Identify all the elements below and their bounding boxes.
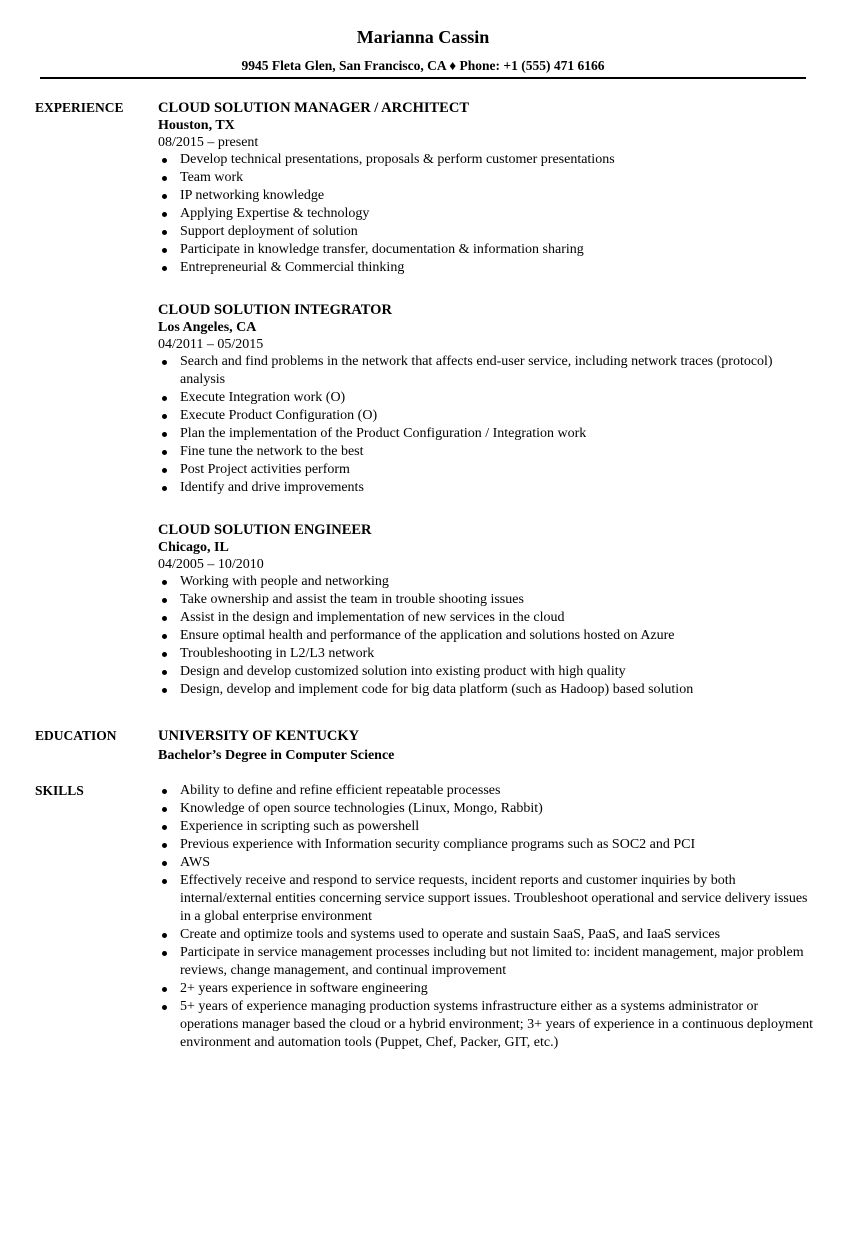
bullet-icon	[162, 951, 167, 956]
bullet-text: Ensure optimal health and performance of the application and solutions hosted on Azure	[180, 628, 675, 643]
education-entry	[158, 727, 818, 767]
list-item	[158, 818, 818, 836]
bullet-text: Participate in knowledge transfer, documentation & information sharing	[180, 242, 584, 257]
skill-text: 2+ years experience in software engineering	[180, 981, 428, 996]
list-item	[158, 205, 818, 223]
bullet-icon	[162, 933, 167, 938]
list-item	[158, 241, 818, 259]
bullet-icon	[162, 807, 167, 812]
resume-header	[40, 26, 806, 75]
bullet-text: Execute Product Configuration (O)	[180, 408, 378, 423]
bullet-text: Execute Integration work (O)	[180, 390, 346, 405]
list-item	[158, 645, 818, 663]
list-item	[158, 407, 818, 425]
list-item	[158, 681, 818, 699]
bullet-text: Team work	[180, 170, 244, 185]
list-item	[158, 479, 818, 497]
list-item	[158, 443, 818, 461]
bullet-icon	[162, 1005, 167, 1010]
skill-text: Participate in service management processes including but not limited to: incident management, major problem reviews, change management, and continual improvement	[180, 945, 804, 978]
skill-text: Previous experience with Information security compliance programs such as SOC2 and PCI	[180, 837, 696, 852]
list-item	[158, 151, 818, 169]
bullet-text: Take ownership and assist the team in trouble shooting issues	[180, 592, 524, 607]
bullet-text: Assist in the design and implementation of new services in the cloud	[180, 610, 565, 625]
bullet-icon	[162, 987, 167, 992]
list-item	[158, 872, 818, 926]
bullet-icon	[162, 598, 167, 603]
section-label-experience: EXPERIENCE	[35, 100, 124, 115]
list-item	[158, 169, 818, 187]
bullet-text: Design, develop and implement code for big data platform (such as Hadoop) based solution	[180, 682, 694, 697]
bullet-text: Identify and drive improvements	[180, 480, 364, 495]
bullet-icon	[162, 580, 167, 585]
bullet-icon	[162, 212, 167, 217]
skill-text: Experience in scripting such as powershell	[180, 819, 420, 834]
bullet-icon	[162, 176, 167, 181]
list-item	[158, 944, 818, 980]
bullet-icon	[162, 486, 167, 491]
job-dates: 04/2011 – 05/2015	[158, 337, 264, 352]
skills-list	[158, 782, 818, 1052]
bullet-text: Plan the implementation of the Product Configuration / Integration work	[180, 426, 587, 441]
bullet-icon	[162, 688, 167, 693]
contact-line: 9945 Fleta Glen, San Francisco, CA ♦ Phone: +1 (555) 471 6166	[241, 58, 605, 73]
list-item	[158, 425, 818, 443]
job-title: CLOUD SOLUTION INTEGRATOR	[158, 302, 392, 318]
list-item	[158, 980, 818, 998]
bullet-text: Support deployment of solution	[180, 224, 358, 239]
skill-text: 5+ years of experience managing production systems infrastructure either as a systems administrator or operations manager based the cloud or a hybrid environment; 3+ years of experience in a continuous deployment environment and automation tools (Puppet, Chef, Packer, GIT, etc.)	[180, 999, 814, 1050]
job-location: Chicago, IL	[158, 540, 229, 555]
list-item	[158, 573, 818, 591]
bullet-icon	[162, 616, 167, 621]
list-item	[158, 663, 818, 681]
bullet-text: Fine tune the network to the best	[180, 444, 364, 459]
bullet-icon	[162, 266, 167, 271]
list-item	[158, 223, 818, 241]
bullet-text: Working with people and networking	[180, 574, 389, 589]
list-item	[158, 353, 818, 389]
job-dates: 08/2015 – present	[158, 135, 259, 150]
bullet-text: Troubleshooting in L2/L3 network	[180, 646, 375, 661]
section-label-education: EDUCATION	[35, 728, 117, 743]
bullet-icon	[162, 843, 167, 848]
list-item	[158, 609, 818, 627]
list-item	[158, 187, 818, 205]
skill-text: Ability to define and refine efficient repeatable processes	[180, 783, 501, 798]
section-label-skills: SKILLS	[35, 783, 84, 798]
bullet-icon	[162, 861, 167, 866]
bullet-icon	[162, 634, 167, 639]
list-item	[158, 627, 818, 645]
job-location: Houston, TX	[158, 118, 235, 133]
bullet-icon	[162, 230, 167, 235]
bullet-icon	[162, 158, 167, 163]
bullet-text: Post Project activities perform	[180, 462, 350, 477]
bullet-text: Search and find problems in the network that affects end-user service, including network traces (protocol) analysis	[180, 354, 773, 387]
job-bullets	[158, 573, 818, 699]
list-item	[158, 836, 818, 854]
list-item	[158, 998, 818, 1052]
bullet-icon	[162, 432, 167, 437]
bullet-text: Design and develop customized solution into existing product with high quality	[180, 664, 626, 679]
bullet-icon	[162, 879, 167, 884]
list-item	[158, 926, 818, 944]
skill-text: Knowledge of open source technologies (Linux, Mongo, Rabbit)	[180, 801, 543, 816]
bullet-text: Applying Expertise & technology	[180, 206, 370, 221]
list-item	[158, 259, 818, 277]
job-location: Los Angeles, CA	[158, 320, 257, 335]
list-item	[158, 800, 818, 818]
bullet-icon	[162, 450, 167, 455]
list-item	[158, 782, 818, 800]
bullet-text: Develop technical presentations, proposals & perform customer presentations	[180, 152, 615, 167]
job-entry	[158, 521, 818, 699]
bullet-icon	[162, 194, 167, 199]
bullet-icon	[162, 825, 167, 830]
bullet-icon	[162, 248, 167, 253]
bullet-text: IP networking knowledge	[180, 188, 325, 203]
list-item	[158, 389, 818, 407]
bullet-icon	[162, 670, 167, 675]
job-bullets	[158, 353, 818, 497]
bullet-icon	[162, 789, 167, 794]
degree-name: Bachelor’s Degree in Computer Science	[158, 748, 395, 763]
header-divider	[40, 77, 806, 79]
bullet-icon	[162, 360, 167, 365]
job-title: CLOUD SOLUTION ENGINEER	[158, 522, 372, 538]
list-item	[158, 854, 818, 872]
bullet-icon	[162, 414, 167, 419]
skill-text: AWS	[180, 855, 210, 870]
job-entry	[158, 99, 818, 277]
bullet-text: Entrepreneurial & Commercial thinking	[180, 260, 405, 275]
list-item	[158, 461, 818, 479]
candidate-name: Marianna Cassin	[356, 27, 490, 47]
list-item	[158, 591, 818, 609]
skill-text: Effectively receive and respond to service requests, incident reports and customer inquiries by both internal/external entities concerning service support issues. Troubleshoot operational and service delivery issues in a global enterprise environment	[180, 873, 808, 924]
job-entry	[158, 301, 818, 497]
job-bullets	[158, 151, 818, 277]
job-title: CLOUD SOLUTION MANAGER / ARCHITECT	[158, 100, 469, 116]
skills-list-container	[158, 782, 818, 1052]
bullet-icon	[162, 468, 167, 473]
bullet-icon	[162, 396, 167, 401]
job-dates: 04/2005 – 10/2010	[158, 557, 264, 572]
bullet-icon	[162, 652, 167, 657]
skill-text: Create and optimize tools and systems used to operate and sustain SaaS, PaaS, and IaaS services	[180, 927, 721, 942]
school-name: UNIVERSITY OF KENTUCKY	[158, 728, 360, 744]
